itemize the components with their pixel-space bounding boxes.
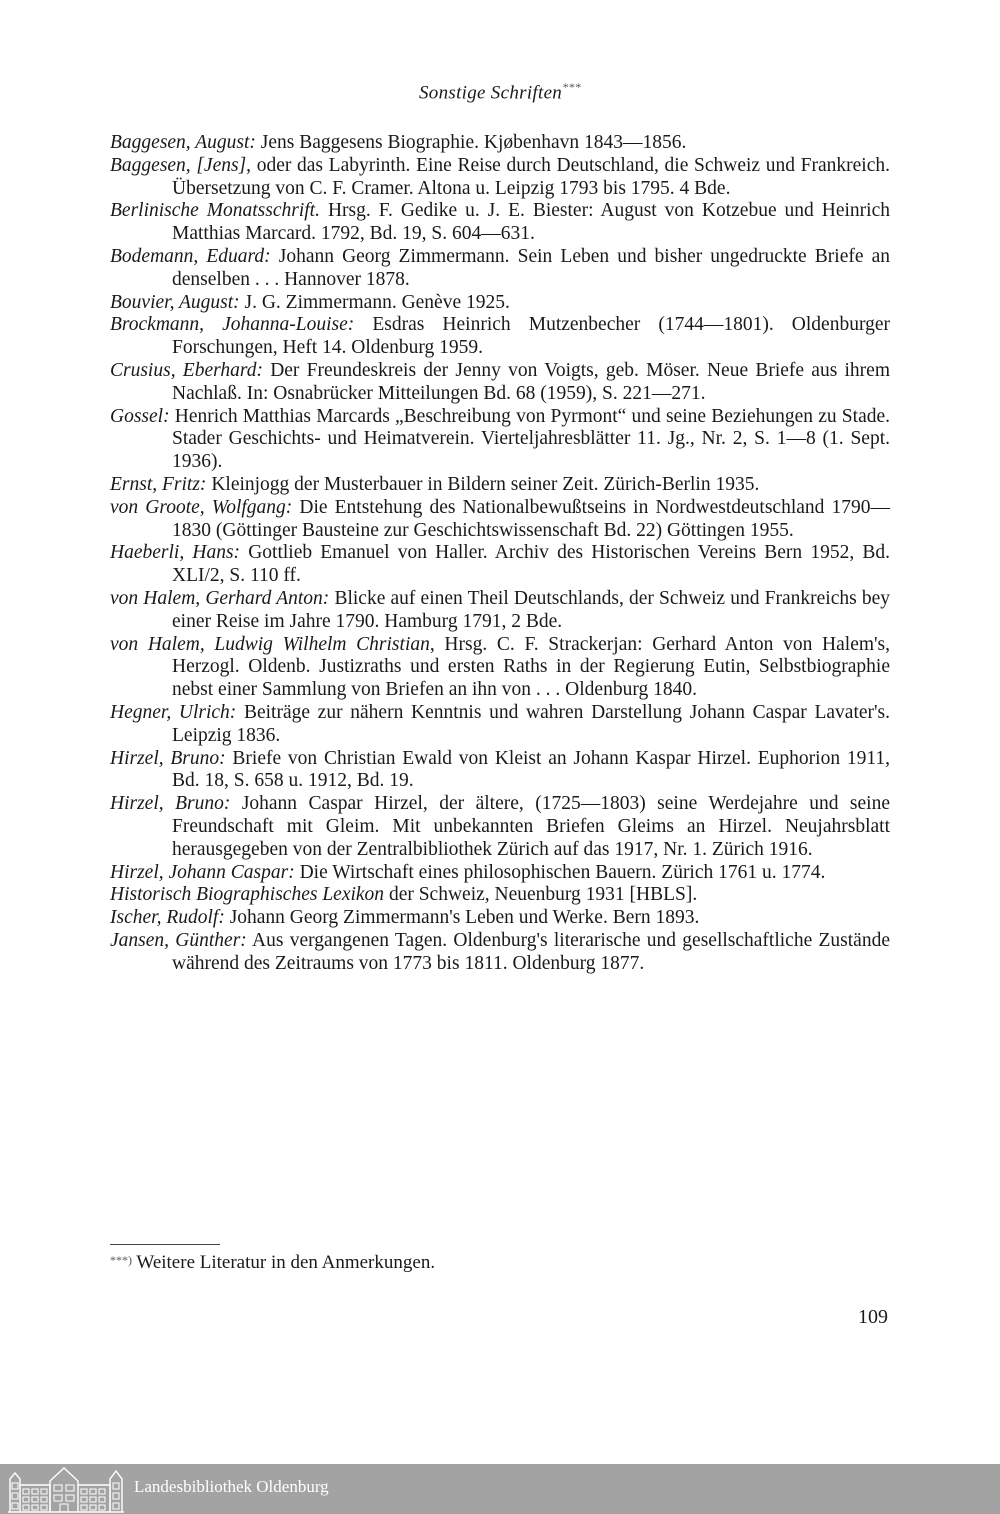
bibliography-entry <box>110 793 890 861</box>
entry-text: J. G. Zimmermann. Genève 1925. <box>239 291 510 313</box>
bibliography-list <box>110 132 890 975</box>
bibliography-entry <box>110 155 890 201</box>
institution-name: Landesbibliothek Oldenburg <box>134 1477 329 1496</box>
entry-text: Kleinjogg der Musterbauer in Bildern seiner Zeit. Zürich-Berlin 1935. <box>206 473 760 495</box>
page-number: 109 <box>858 1306 888 1328</box>
bibliography-entry <box>110 497 890 543</box>
entry-text: Beiträge zur nähern Kenntnis und wahren Darstellung Johann Caspar Lavater's. Leipzig 1836. <box>172 701 890 746</box>
entry-text: Blicke auf einen Theil Deutschlands, der Schweiz und Frankreichs bey einer Reise im Jahre 1790. Hamburg 1791, 2 Bde. <box>172 587 891 632</box>
bibliography-entry <box>110 884 890 907</box>
entry-author: Bodemann, Eduard: <box>110 245 271 267</box>
bibliography-entry <box>110 200 890 246</box>
bibliography-entry <box>110 360 890 406</box>
entry-author: Historisch Biographisches Lexikon <box>110 884 385 906</box>
entry-author: Hegner, Ulrich: <box>110 701 237 723</box>
entry-text: Die Wirtschaft eines philosophischen Bauern. Zürich 1761 u. 1774. <box>294 861 826 883</box>
footnote-text: Weitere Literatur in den Anmerkungen. <box>132 1252 436 1273</box>
entry-text: Der Freundeskreis der Jenny von Voigts, geb. Möser. Neue Briefe aus ihrem Nachlaß. In: Osnabrücker Mitteilungen Bd. 68 (1959), S. 221—271. <box>172 359 891 404</box>
footnote-marker: ***) <box>110 1253 132 1267</box>
entry-author: Ischer, Rudolf: <box>110 907 225 929</box>
bibliography-entry <box>110 132 890 155</box>
entry-text: Hrsg. F. Gedike u. J. E. Biester: August von Kotzebue und Heinrich Matthias Marcard. 1792, Bd. 19, S. 604—631. <box>172 200 890 245</box>
entry-author: von Groote, Wolfgang: <box>110 496 293 518</box>
entry-author: Haeberli, Hans: <box>110 542 241 564</box>
entry-text: Henrich Matthias Marcards „Beschreibung von Pyrmont“ und seine Beziehungen zu Stade. Stader Geschichts- und Heimatverein. Vierteljahresblätter 11. Jg., Nr. 2, S. 1—8 (1. Sept. 1936). <box>169 405 890 473</box>
entry-author: Gossel: <box>110 405 170 427</box>
bibliography-entry <box>110 907 890 930</box>
section-title: Sonstige Schriften <box>418 82 563 104</box>
bibliography-entry <box>110 406 890 474</box>
entry-text: Johann Georg Zimmermann's Leben und Werke. Bern 1893. <box>224 907 700 929</box>
entry-text: Jens Baggesens Biographie. Kjøbenhavn 1843—1856. <box>255 132 687 153</box>
entry-text: Briefe von Christian Ewald von Kleist an Johann Kaspar Hirzel. Euphorion 1911, Bd. 18, S. 658 u. 1912, Bd. 19. <box>172 747 891 792</box>
entry-text: der Schweiz, Neuenburg 1931 [HBLS]. <box>384 884 698 906</box>
footer-band <box>0 1464 1000 1514</box>
bibliography-entry <box>110 702 890 748</box>
entry-text: Die Entstehung des Nationalbewußtseins in Nordwestdeutschland 1790—1830 (Göttinger Bausteine zur Geschichtswissenschaft Bd. 22) Göttingen 1955. <box>172 496 890 541</box>
library-building-icon <box>6 1465 126 1513</box>
entry-author: Baggesen, August: <box>110 132 256 153</box>
footnote <box>110 1252 435 1274</box>
bibliography-entry <box>110 862 890 885</box>
entry-author: Berlinische Monatsschrift. <box>110 200 320 222</box>
entry-author: Bouvier, August: <box>110 291 240 313</box>
bibliography-entry <box>110 588 890 634</box>
footnote-divider <box>110 1244 220 1245</box>
bibliography-entry <box>110 542 890 588</box>
entry-text: , Hrsg. C. F. Strackerjan: Gerhard Anton von Halem's, Herzogl. Oldenb. Justizraths und ersten Raths in der Regierung Eutin, Selbstbiographie nebst einer Sammlung von Briefen an ihn von . . . Oldenburg 1840. <box>172 633 891 701</box>
bibliography-entry <box>110 748 890 794</box>
entry-author: Baggesen, [Jens] <box>110 154 247 176</box>
entry-author: von Halem, Gerhard Anton: <box>110 587 330 609</box>
entry-text: Aus vergangenen Tagen. Oldenburg's literarische und gesellschaftliche Zustände während des Zeitraums von 1773 bis 1811. Oldenburg 1877. <box>172 929 890 974</box>
footnote-marker: *** <box>562 80 582 94</box>
entry-text: Esdras Heinrich Mutzenbecher (1744—1801). Oldenburger Forschungen, Heft 14. Oldenburg 1959. <box>172 314 890 359</box>
bibliography-entry <box>110 246 890 292</box>
entry-text: Johann Caspar Hirzel, der ältere, (1725—1803) seine Werdejahre und seine Freundschaft mit Gleim. Mit unbekannten Briefen Gleims an Hirzel. Neujahrsblatt herausgegeben von der Zentralbibliothek Zürich auf das 1917, Nr. 1. Zürich 1916. <box>172 793 890 860</box>
page-header <box>0 80 1000 104</box>
entry-text: Johann Georg Zimmermann. Sein Leben und bisher ungedruckte Briefe an denselben . . . Hannover 1878. <box>172 245 890 290</box>
entry-author: Hirzel, Bruno: <box>110 747 226 769</box>
bibliography-entry <box>110 292 890 315</box>
entry-author: Jansen, Günther: <box>110 929 247 951</box>
entry-author: Hirzel, Johann Caspar: <box>110 861 295 883</box>
entry-author: Crusius, Eberhard: <box>110 359 263 381</box>
entry-author: von Halem, Ludwig Wilhelm Christian <box>110 633 430 655</box>
bibliography-entry <box>110 930 890 976</box>
entry-text: Gottlieb Emanuel von Haller. Archiv des Historischen Vereins Bern 1952, Bd. XLI/2, S. 110 ff. <box>172 542 890 587</box>
bibliography-entry <box>110 314 890 360</box>
entry-author: Hirzel, Bruno: <box>110 793 231 815</box>
bibliography-entry <box>110 634 890 702</box>
entry-author: Brockmann, Johanna-Louise: <box>110 314 355 336</box>
entry-text: , oder das Labyrinth. Eine Reise durch Deutschland, die Schweiz und Frankreich. Übersetzung von C. F. Cramer. Altona u. Leipzig 1793 bis 1795. 4 Bde. <box>172 154 890 199</box>
entry-author: Ernst, Fritz: <box>110 473 207 495</box>
bibliography-entry <box>110 474 890 497</box>
